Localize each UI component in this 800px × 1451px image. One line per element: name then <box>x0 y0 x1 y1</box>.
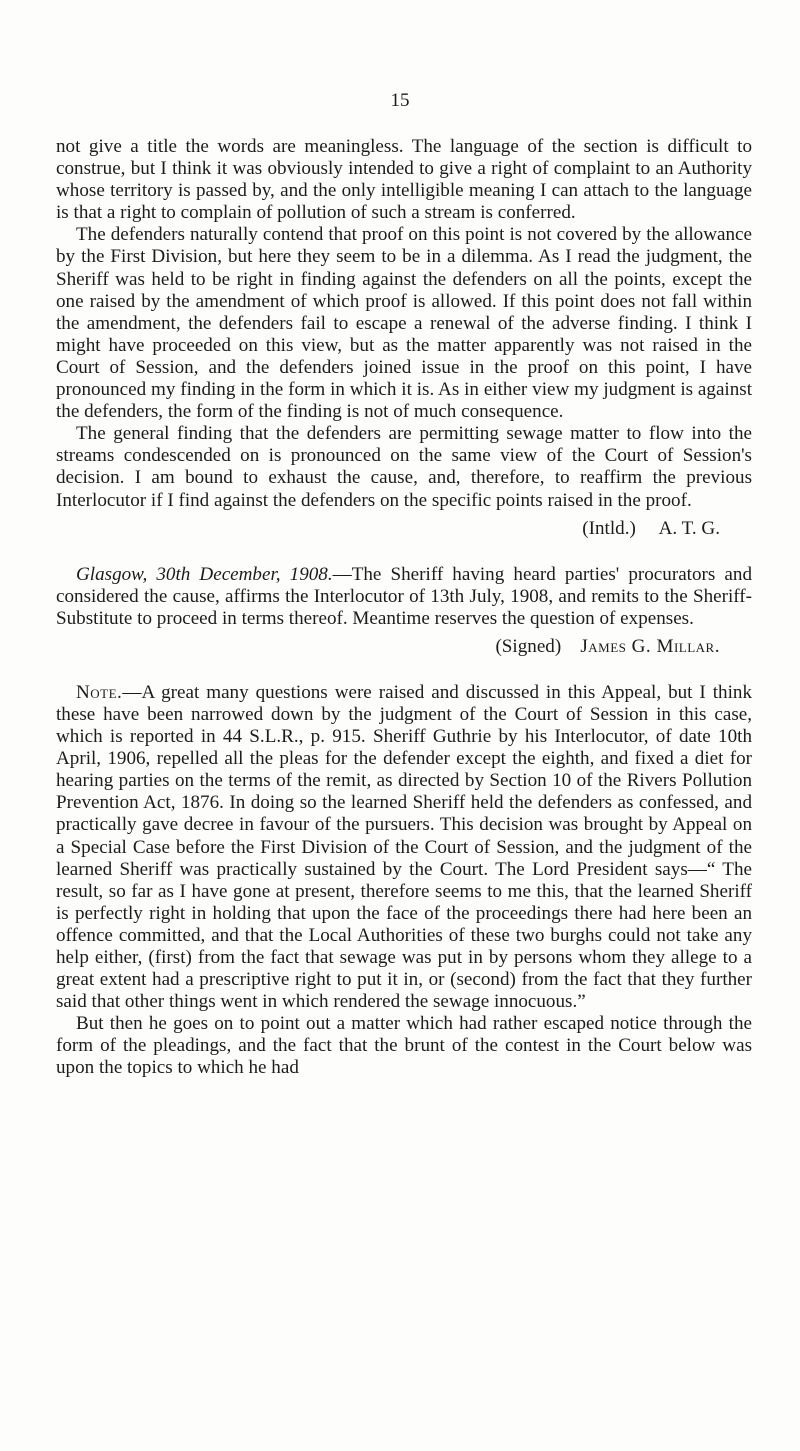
signatory-name: James G. Millar. <box>580 635 720 657</box>
signed-signature <box>56 630 752 670</box>
interlocutor-paragraph <box>56 564 752 630</box>
note-label: Note. <box>76 681 123 703</box>
body-text <box>56 136 752 1080</box>
paragraph: The defenders naturally contend that proof on this point is not covered by the allowance by the First Division, but here they seem to be in a dilemma. As I read the judgment, the Sheriff was held to be right in finding against the defenders on all the points, except the one raised by the amendment of which proof is allowed. If this point does not fall within the amendment, the defenders fail to escape a renewal of the adverse finding. I think I might have proceeded on this view, but as the matter apparently was not raised in the Court of Session, and the defenders joined issue in the proof on this point, I have pronounced my finding in the form in which it is. As in either view my judgment is against the defenders, the form of the finding is not of much consequence. <box>56 224 752 423</box>
page-number: 15 <box>390 90 410 111</box>
initials-signature: (Intld.) A. T. G. <box>582 517 720 539</box>
signed-prefix: (Signed) <box>495 635 562 657</box>
note-paragraph <box>56 682 752 1013</box>
place-date: Glasgow, 30th December, 1908. <box>76 563 333 585</box>
paragraph: But then he goes on to point out a matter which had rather escaped notice through the form of the pleadings, and the fact that the brunt of the contest in the Court below was upon the topics to which he had <box>56 1013 752 1079</box>
paragraph: The general finding that the defenders are permitting sewage matter to flow into the streams condescended on is pronounced on the same view of the Court of Session's decision. I am bound to exhaust the cause, and, therefore, to reaffirm the previous Interlocutor if I find against the defenders on the specific points raised in the proof. <box>56 423 752 511</box>
interlocutor-text: —The Sheriff having heard parties' procurators and considered the cause, affirms the Interlocutor of 13th July, 1908, and remits to the Sheriff-Substitute to proceed in terms thereof. Meantime reserves the question of expenses. <box>56 563 752 629</box>
paragraph: not give a title the words are meaningless. The language of the section is difficult to construe, but I think it was obviously intended to give a right of complaint to an Authority whose territory is passed by, and the only intelligible meaning I can attach to the language is that a right to complain of pollution of such a stream is conferred. <box>56 136 752 224</box>
note-text: —A great many questions were raised and discussed in this Appeal, but I think these have been narrowed down by the judgment of the Court of Session in this case, which is reported in 44 S.L.R., p. 915. Sheriff Guthrie by his Interlocutor, of date 10th April, 1906, repelled all the pleas for the defender except the eighth, and fixed a diet for hearing parties on the terms of the remit, as directed by Section 10 of the Rivers Pollution Prevention Act, 1876. In doing so the learned Sheriff held the defenders as confessed, and practically gave decree in favour of the pursuers. This decision was brought by Appeal on a Special Case before the First Division of the Court of Session, and the judgment of the learned Sheriff was practically sustained by the Court. The Lord President says—“ The result, so far as I have gone at present, therefore seems to me this, that the learned Sheriff is perfectly right in holding that upon the face of the proceedings there had here been an offence committed, and that the Local Authorities of these two burghs could not take any help either, (first) from the fact that sewage was put in by persons whom they allege to a great extent had a prescriptive right to put it in, or (second) from the fact that they further said that other things went in which rendered the sewage innocuous.” <box>56 681 752 1013</box>
